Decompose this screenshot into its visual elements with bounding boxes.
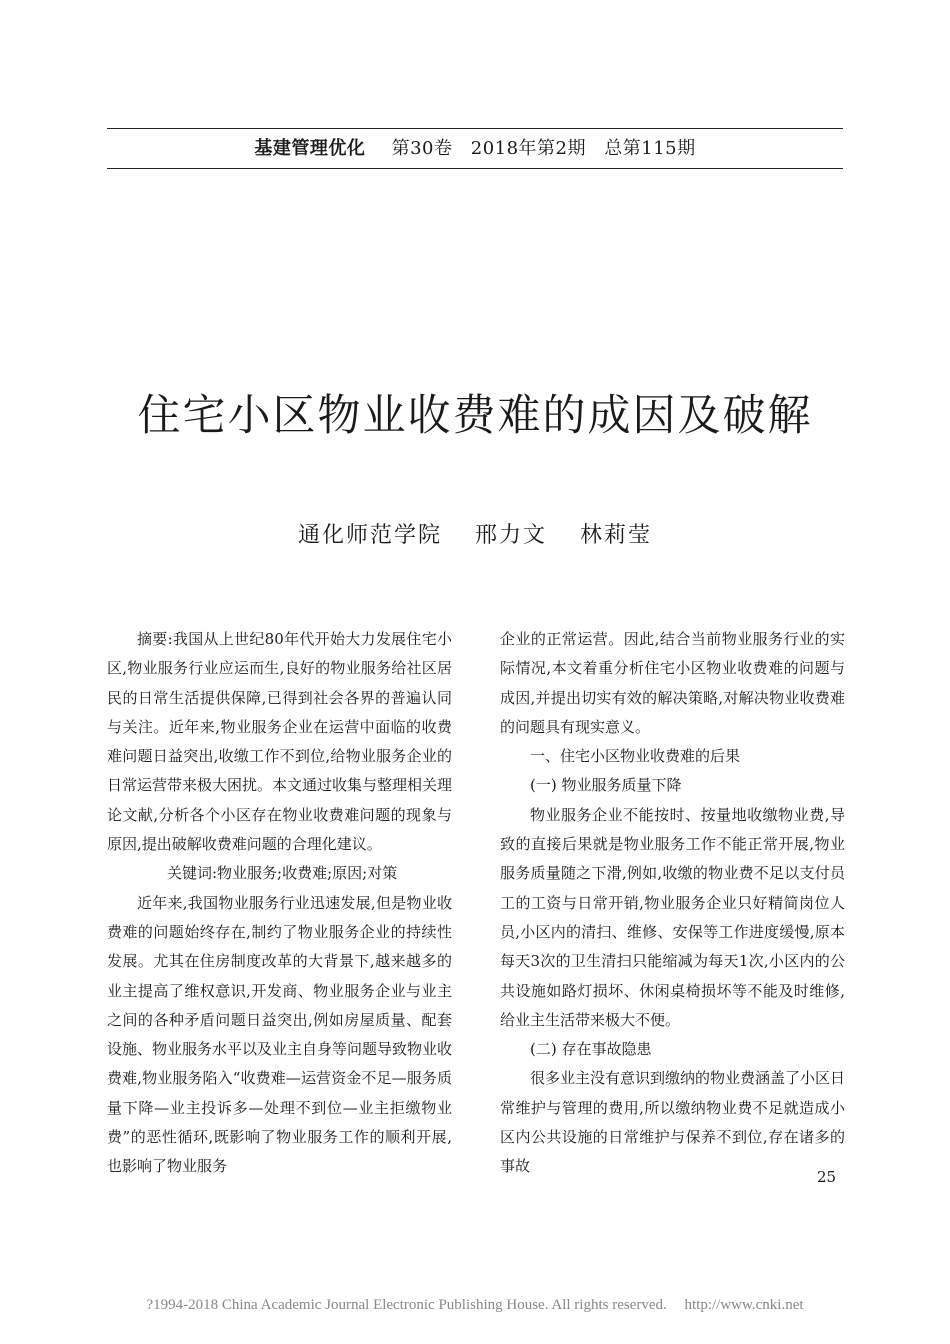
author-1: 邢力文: [474, 523, 547, 548]
subsection-heading-1: (一) 物业服务质量下降: [530, 776, 682, 795]
body-paragraph: 近年来,我国物业服务行业迅速发展,但是物业收费难的问题始终存在,制约了物业服务企业的持续性发展。尤其在住房制度改革的大背景下,越来越多的业主提高了维权意识,开发商、物业服务企业与业主之间的各种矛盾问题日益突出,例如房屋质量、配套设施、物业服务水平以及业主自身等问题导致物业收费难,物业服务陷入“收费难—运营资金不足—服务质量下降—业主投诉多—处理不到位—业主拒缴物业费”的恶性循环,既影响了物业服务工作的顺利开展,也影响了物业服务: [107, 893, 453, 1176]
institution: 通化师范学院: [297, 523, 442, 548]
page-number: 25: [817, 1168, 837, 1186]
header-top-rule: [107, 128, 843, 129]
authors-line: [0, 518, 950, 549]
journal-volume: 第30卷: [391, 138, 453, 159]
author-2: 林莉莹: [580, 523, 653, 548]
abstract-paragraph: 摘要:我国从上世纪80年代开始大力发展住宅小区,物业服务行业应运而生,良好的物业服务给社区居民的日常生活提供保障,已得到社会各界的普遍认同与关注。近年来,物业服务企业在运营中面临的收费难问题日益突出,收缴工作不到位,给物业服务企业的日常运营带来极大困扰。本文通过收集与整理相关理论文献,分析各个小区存在物业收费难问题的现象与原因,提出破解收费难问题的合理化建议。: [107, 630, 453, 854]
journal-total-issue: 总第115期: [604, 138, 696, 159]
journal-header: [107, 134, 843, 160]
body-paragraph: 物业服务企业不能按时、按量地收缴物业费,导致的直接后果就是物业服务工作不能正常开展,物业服务质量随之下滑,例如,收缴的物业费不足以支付员工的工资与日常开销,物业服务企业只好精简岗位人员,小区内的清扫、维修、安保等工作进度缓慢,原本每天3次的卫生清扫只能缩减为每天1次,小区内的公共设施如路灯损坏、休闲桌椅损坏等不能及时维修,给业主生活带来极大不便。: [500, 805, 845, 1029]
section-heading-1: 一、住宅小区物业收费难的后果: [530, 747, 741, 766]
left-column: [107, 625, 452, 1182]
article-title: 住宅小区物业收费难的成因及破解: [137, 391, 813, 441]
copyright-text: ?1994-2018 China Academic Journal Electronic Publishing House. All rights reserved.: [146, 1297, 667, 1313]
journal-name: 基建管理优化: [254, 138, 366, 159]
keywords-paragraph: 关键词:物业服务;收费难;原因;对策: [167, 864, 398, 883]
footer-url[interactable]: http://www.cnki.net: [684, 1297, 804, 1313]
right-column: [500, 625, 845, 1182]
subsection-heading-2: (二) 存在事故隐患: [530, 1040, 652, 1059]
copyright-footer: [0, 1297, 950, 1314]
header-bottom-rule: [107, 168, 843, 169]
body-paragraph-continued: 企业的正常运营。因此,结合当前物业服务行业的实际情况,本文着重分析住宅小区物业收费难的问题与成因,并提出切实有效的解决策略,对解决物业收费难的问题具有现实意义。: [500, 630, 845, 736]
journal-year-issue: 2018年第2期: [470, 138, 587, 159]
body-paragraph: 很多业主没有意识到缴纳的物业费涵盖了小区日常维护与管理的费用,所以缴纳物业费不足就造成小区内公共设施的日常维护与保养不到位,存在诸多的事故: [500, 1069, 846, 1176]
